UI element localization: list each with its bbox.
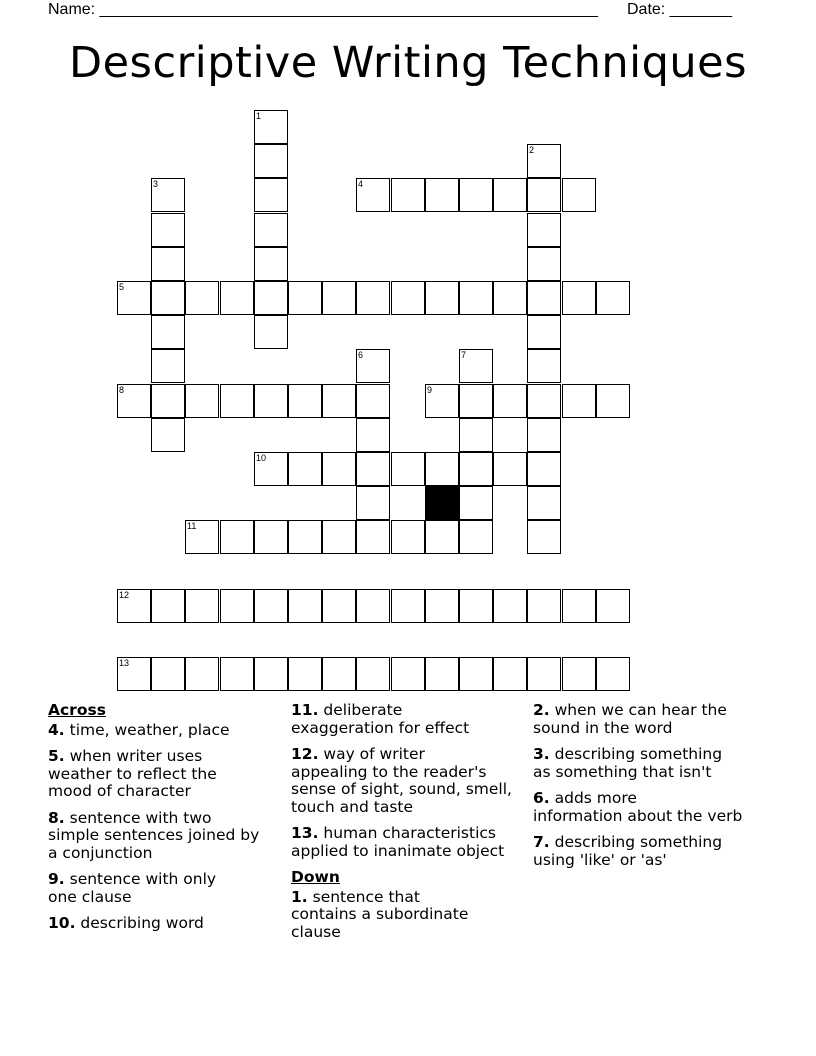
clue-item <box>48 810 283 863</box>
grid-cell[interactable] <box>151 349 185 383</box>
grid-cell[interactable] <box>425 281 459 315</box>
grid-cell[interactable] <box>356 178 390 212</box>
grid-cell[interactable] <box>459 418 493 452</box>
clues-column-1 <box>48 702 283 942</box>
grid-cell[interactable] <box>288 452 322 486</box>
clue-number: 8 <box>119 385 125 395</box>
grid-cell[interactable] <box>288 657 322 691</box>
grid-cell[interactable] <box>151 589 185 623</box>
clues-column-2 <box>291 702 531 950</box>
clue-text: describing something <box>549 833 723 851</box>
date-field-label: Date: _______ <box>627 1 732 18</box>
clue-text: appealing to the reader's <box>291 762 487 781</box>
grid-cell[interactable] <box>596 281 630 315</box>
grid-cell[interactable] <box>185 520 219 554</box>
grid-cell[interactable] <box>254 144 288 178</box>
grid-cell[interactable] <box>254 520 288 554</box>
clues-column-3 <box>533 702 793 878</box>
clue-number: 6. <box>533 789 550 807</box>
clue-text: way of writer <box>318 745 425 763</box>
clue-item <box>533 790 793 825</box>
clue-number: 9. <box>48 870 65 888</box>
clue-item <box>48 871 283 906</box>
grid-cell[interactable] <box>425 657 459 691</box>
grid-cell[interactable] <box>527 657 561 691</box>
grid-cell[interactable] <box>596 384 630 418</box>
clue-item <box>533 702 793 737</box>
grid-cell[interactable] <box>391 281 425 315</box>
grid-cell[interactable] <box>254 281 288 315</box>
grid-cell[interactable] <box>220 657 254 691</box>
clue-text: sentence with two <box>64 808 212 827</box>
grid-cell[interactable] <box>459 384 493 418</box>
grid-cell[interactable] <box>117 384 151 418</box>
grid-cell[interactable] <box>562 281 596 315</box>
clue-text: using 'like' or 'as' <box>533 850 667 869</box>
clue-number: 11. <box>291 701 319 719</box>
clue-text: as something that isn't <box>533 762 712 781</box>
grid-cell[interactable] <box>425 589 459 623</box>
clue-item <box>48 748 283 801</box>
clue-text: clause <box>291 922 341 941</box>
grid-cell[interactable] <box>425 520 459 554</box>
grid-cell[interactable] <box>254 247 288 281</box>
clue-number: 10. <box>48 914 76 932</box>
grid-cell[interactable] <box>151 315 185 349</box>
grid-cell[interactable] <box>356 384 390 418</box>
clue-number: 1 <box>256 111 262 121</box>
clue-text: time, weather, place <box>64 720 230 739</box>
clue-number: 9 <box>427 385 433 395</box>
clue-number: 7. <box>533 833 550 851</box>
clue-number: 3 <box>153 179 159 189</box>
grid-cell[interactable] <box>527 418 561 452</box>
grid-cell[interactable] <box>356 349 390 383</box>
grid-cell[interactable] <box>493 281 527 315</box>
clue-item <box>48 722 283 740</box>
page-title: Descriptive Writing Techniques <box>68 38 748 88</box>
grid-cell[interactable] <box>493 178 527 212</box>
grid-cell[interactable] <box>254 657 288 691</box>
grid-cell[interactable] <box>322 452 356 486</box>
grid-cell[interactable] <box>117 657 151 691</box>
grid-cell[interactable] <box>562 384 596 418</box>
clue-number: 8. <box>48 808 65 827</box>
grid-cell[interactable] <box>527 486 561 520</box>
clue-number: 5 <box>119 282 125 292</box>
clue-text: sentence with only <box>64 870 217 888</box>
grid-cell[interactable] <box>254 213 288 247</box>
clue-number: 13. <box>291 824 319 842</box>
grid-cell[interactable] <box>356 281 390 315</box>
grid-cell[interactable] <box>391 589 425 623</box>
clue-text: describing something <box>549 745 723 763</box>
grid-cell[interactable] <box>391 657 425 691</box>
grid-cell[interactable] <box>493 589 527 623</box>
clue-text: contains a subordinate <box>291 905 469 923</box>
grid-cell[interactable] <box>356 418 390 452</box>
grid-cell[interactable] <box>459 281 493 315</box>
grid-cell[interactable] <box>254 452 288 486</box>
grid-cell[interactable] <box>356 486 390 520</box>
clue-text: touch and taste <box>291 797 414 816</box>
grid-cell[interactable] <box>356 452 390 486</box>
clue-item <box>533 746 793 781</box>
grid-cell[interactable] <box>425 178 459 212</box>
grid-cell[interactable] <box>288 384 322 418</box>
grid-cell[interactable] <box>117 281 151 315</box>
clue-item <box>291 889 531 942</box>
clue-number: 10 <box>256 453 267 463</box>
clue-number: 2 <box>529 145 535 155</box>
grid-cell[interactable] <box>391 178 425 212</box>
grid-cell[interactable] <box>459 178 493 212</box>
grid-cell[interactable] <box>356 589 390 623</box>
grid-cell[interactable] <box>596 657 630 691</box>
grid-cell[interactable] <box>527 452 561 486</box>
grid-cell[interactable] <box>459 486 493 520</box>
grid-cell[interactable] <box>527 589 561 623</box>
clue-number: 11 <box>187 521 197 531</box>
grid-cell[interactable] <box>527 349 561 383</box>
grid-cell[interactable] <box>151 178 185 212</box>
clue-text: weather to reflect the <box>48 764 217 783</box>
clue-text: when we can hear the <box>549 701 727 719</box>
grid-cell[interactable] <box>185 657 219 691</box>
grid-cell[interactable] <box>322 384 356 418</box>
clue-text: applied to inanimate object <box>291 841 505 860</box>
clue-text: human characteristics <box>318 824 496 842</box>
grid-cell[interactable] <box>151 657 185 691</box>
clue-number: 4. <box>48 720 65 739</box>
grid-cell[interactable] <box>254 178 288 212</box>
clue-text: describing word <box>75 914 204 932</box>
grid-cell[interactable] <box>425 384 459 418</box>
grid-cell[interactable] <box>185 384 219 418</box>
clue-item <box>291 746 531 816</box>
grid-cell[interactable] <box>322 520 356 554</box>
clue-text: a conjunction <box>48 843 153 862</box>
clue-number: 7 <box>461 350 467 360</box>
grid-cell[interactable] <box>527 520 561 554</box>
name-field-label: Name: ________________________________________________________ <box>48 1 598 18</box>
grid-cell[interactable] <box>527 281 561 315</box>
grid-cell[interactable] <box>459 657 493 691</box>
clue-number: 12 <box>119 590 130 600</box>
clue-text: sense of sight, sound, smell, <box>291 780 512 798</box>
clue-number: 12. <box>291 745 319 763</box>
clue-number: 13 <box>119 658 130 668</box>
clue-item <box>533 834 793 869</box>
grid-cell[interactable] <box>527 384 561 418</box>
grid-cell[interactable] <box>459 349 493 383</box>
grid-cell[interactable] <box>220 520 254 554</box>
grid-cell[interactable] <box>356 657 390 691</box>
grid-cell[interactable] <box>185 281 219 315</box>
black-cell <box>425 486 459 520</box>
grid-cell[interactable] <box>493 657 527 691</box>
grid-cell[interactable] <box>527 247 561 281</box>
grid-cell[interactable] <box>391 520 425 554</box>
grid-cell[interactable] <box>288 281 322 315</box>
grid-cell[interactable] <box>562 657 596 691</box>
grid-cell[interactable] <box>185 589 219 623</box>
clue-number: 6 <box>358 350 364 360</box>
clue-item <box>291 702 531 737</box>
grid-cell[interactable] <box>527 144 561 178</box>
clue-text: sentence that <box>307 887 420 906</box>
grid-cell[interactable] <box>151 281 185 315</box>
grid-cell[interactable] <box>220 384 254 418</box>
grid-cell[interactable] <box>151 418 185 452</box>
clue-text: adds more <box>549 789 637 807</box>
clue-number: 2. <box>533 701 550 719</box>
clue-number: 3. <box>533 745 550 763</box>
grid-cell[interactable] <box>527 213 561 247</box>
grid-cell[interactable] <box>356 520 390 554</box>
clue-text: deliberate <box>318 701 403 719</box>
grid-cell[interactable] <box>493 384 527 418</box>
grid-cell[interactable] <box>322 589 356 623</box>
clue-text: sound in the word <box>533 718 673 737</box>
clue-text: one clause <box>48 887 132 906</box>
grid-cell[interactable] <box>459 452 493 486</box>
grid-cell[interactable] <box>562 178 596 212</box>
clue-text: mood of character <box>48 782 191 800</box>
grid-cell[interactable] <box>151 213 185 247</box>
grid-cell[interactable] <box>322 281 356 315</box>
grid-cell[interactable] <box>288 520 322 554</box>
grid-cell[interactable] <box>527 178 561 212</box>
clue-text: exaggeration for effect <box>291 718 470 737</box>
grid-cell[interactable] <box>254 315 288 349</box>
clue-item <box>48 915 283 933</box>
grid-cell[interactable] <box>596 589 630 623</box>
grid-cell[interactable] <box>254 589 288 623</box>
clue-number: 1. <box>291 887 308 906</box>
grid-cell[interactable] <box>459 520 493 554</box>
clue-number: 4 <box>358 179 364 189</box>
grid-cell[interactable] <box>425 452 459 486</box>
down-heading: Down <box>291 868 340 886</box>
grid-cell[interactable] <box>220 281 254 315</box>
grid-cell[interactable] <box>391 452 425 486</box>
grid-cell[interactable] <box>220 589 254 623</box>
grid-cell[interactable] <box>562 589 596 623</box>
grid-cell[interactable] <box>288 589 322 623</box>
grid-cell[interactable] <box>254 384 288 418</box>
grid-cell[interactable] <box>459 589 493 623</box>
clue-item <box>291 825 531 860</box>
grid-cell[interactable] <box>151 247 185 281</box>
grid-cell[interactable] <box>254 110 288 144</box>
grid-cell[interactable] <box>493 452 527 486</box>
grid-cell[interactable] <box>151 384 185 418</box>
grid-cell[interactable] <box>117 589 151 623</box>
across-heading: Across <box>48 701 106 719</box>
grid-cell[interactable] <box>527 315 561 349</box>
clue-text: when writer uses <box>64 747 203 765</box>
grid-cell[interactable] <box>322 657 356 691</box>
clue-number: 5. <box>48 747 65 765</box>
clue-text: simple sentences joined by <box>48 826 260 844</box>
clue-text: information about the verb <box>533 806 743 825</box>
